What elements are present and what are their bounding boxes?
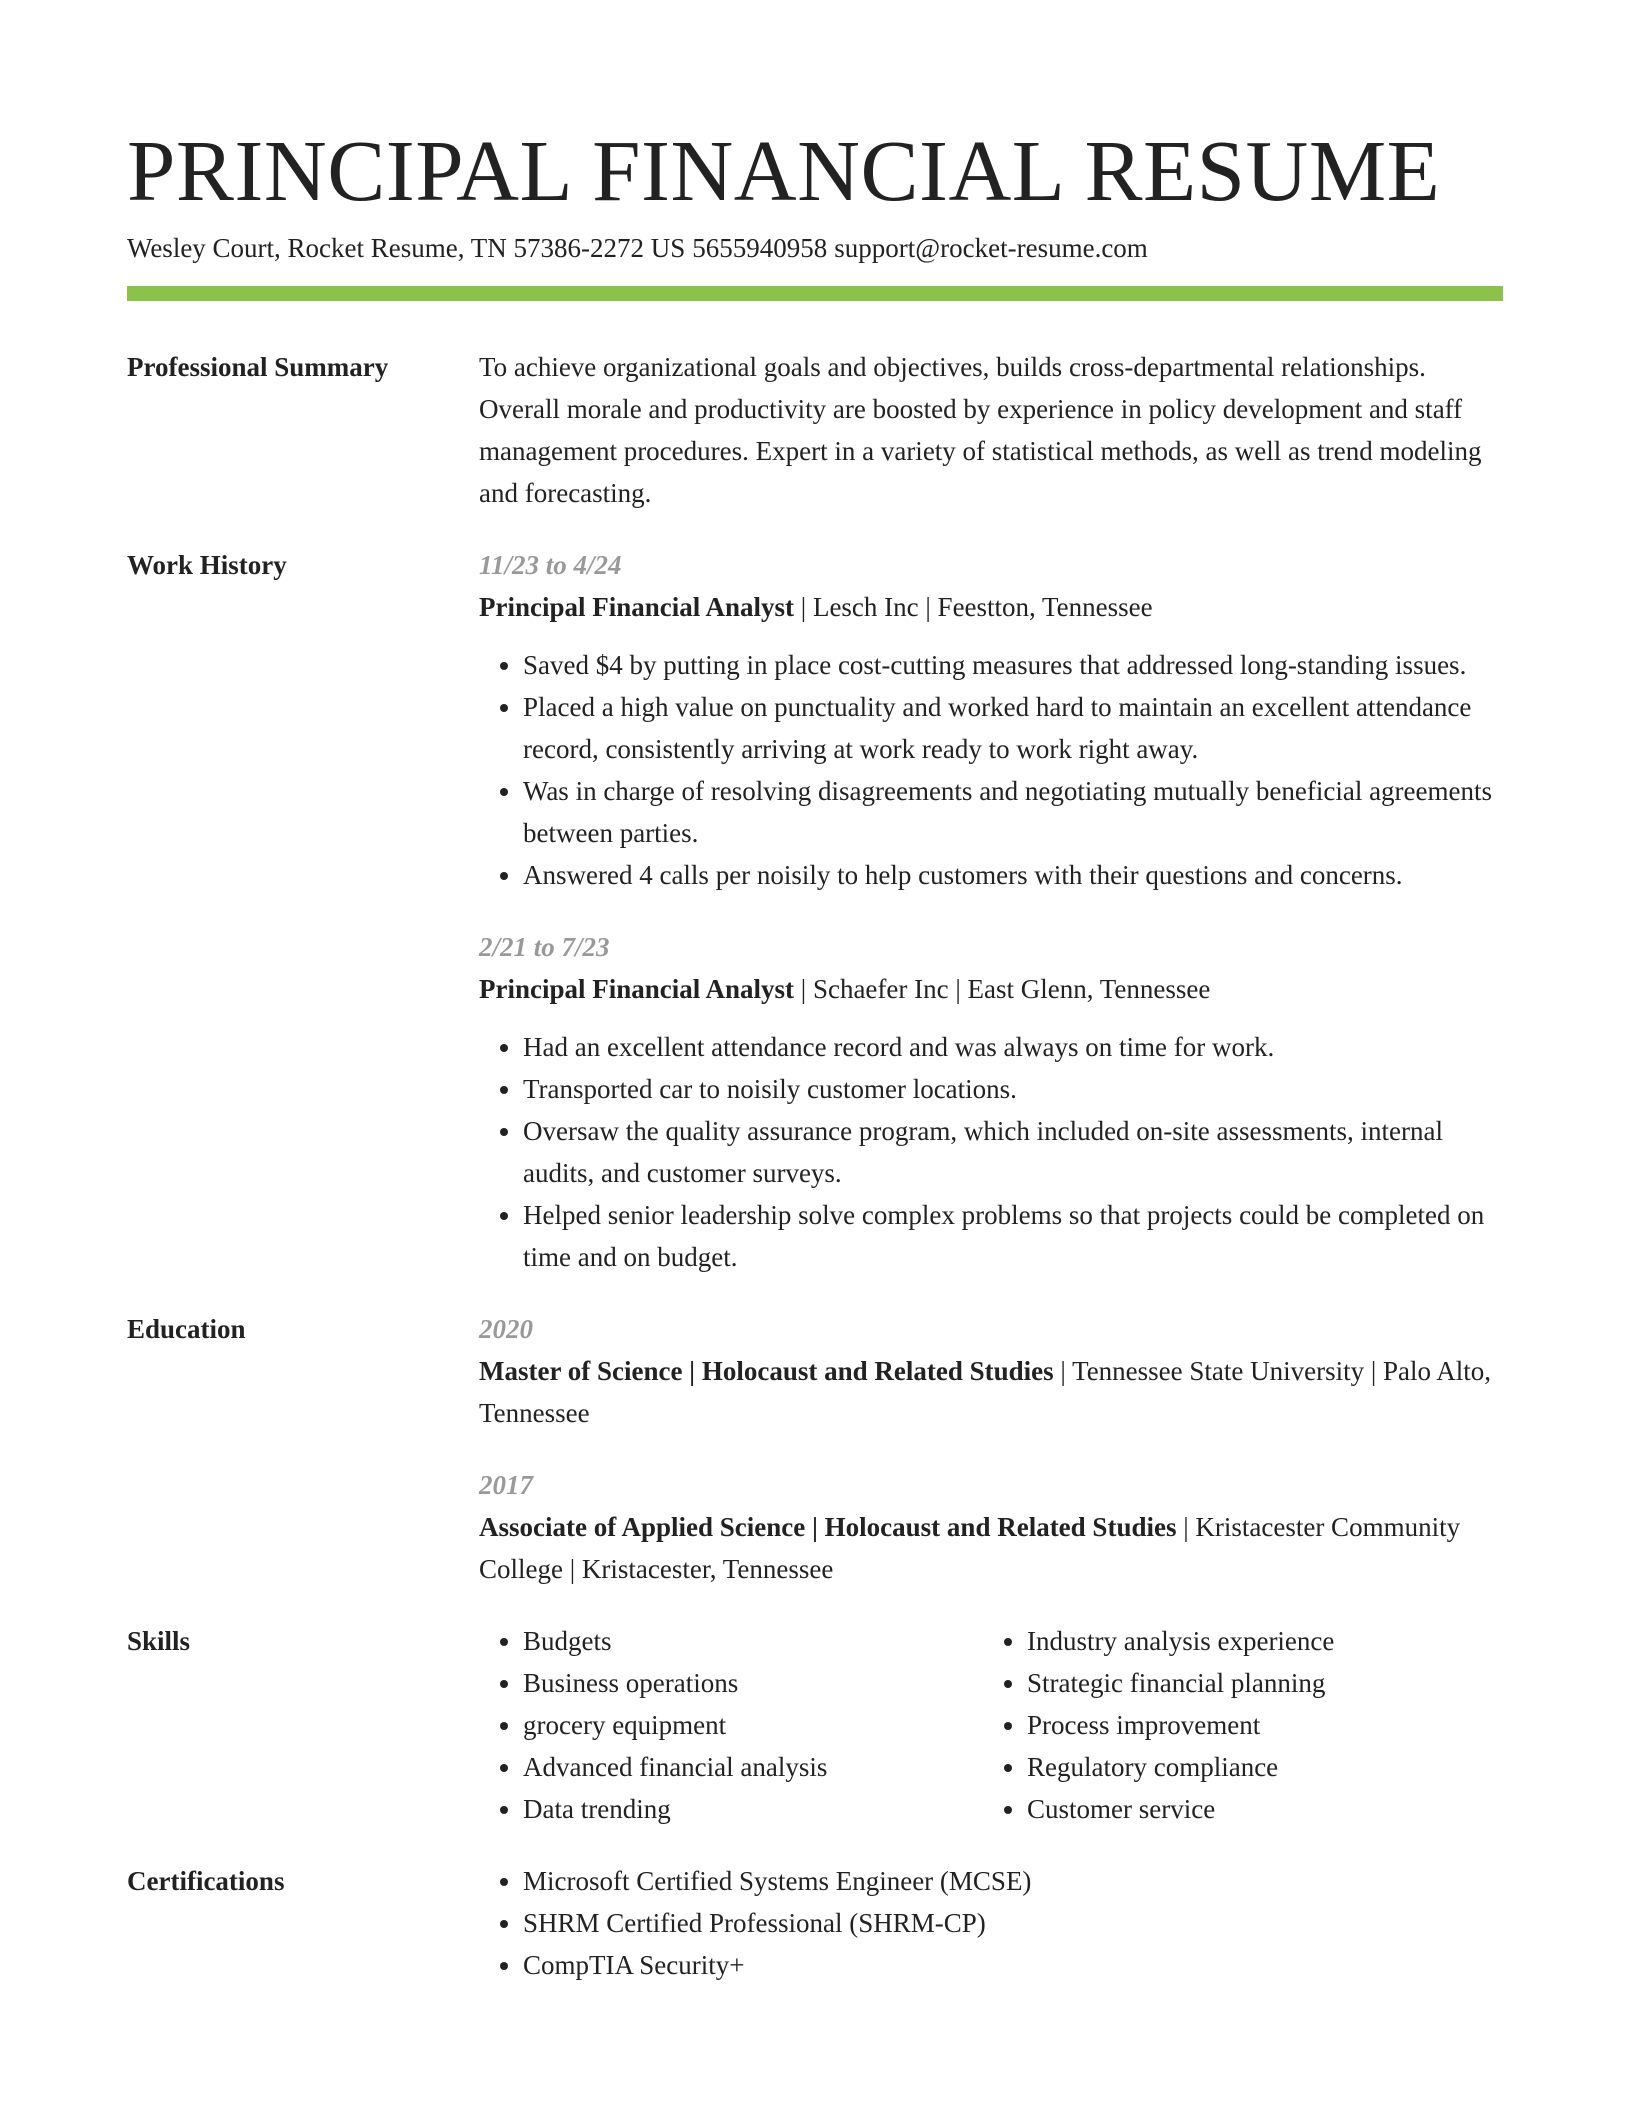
contact-address: Wesley Court, Rocket Resume, TN 57386-2272 US bbox=[127, 233, 686, 263]
section-skills bbox=[127, 1620, 1503, 1830]
job-dates: 2/21 to 7/23 bbox=[479, 932, 610, 962]
job-bullet: • Saved $4 by putting in place cost-cutting measures that addressed long-standing issues. bbox=[523, 644, 1503, 686]
job-bullet: • Had an excellent attendance record and was always on time for work. bbox=[523, 1026, 1503, 1068]
section-body-summary bbox=[479, 346, 1503, 514]
job-role bbox=[479, 968, 1503, 1010]
education-details: | Kristacester Community College | Kristacester, Tennessee bbox=[479, 1512, 1461, 1584]
education-entry bbox=[479, 1464, 1503, 1590]
job-role bbox=[479, 586, 1503, 628]
skill-item: • Regulatory compliance bbox=[1027, 1746, 1487, 1788]
section-body-education bbox=[479, 1308, 1503, 1590]
job-bullet: • Was in charge of resolving disagreements and negotiating mutually beneficial agreements between parties. bbox=[523, 770, 1503, 854]
section-body-certifications bbox=[479, 1860, 1503, 1986]
section-body-skills bbox=[479, 1620, 1503, 1830]
skill-item: • Business operations bbox=[523, 1662, 983, 1704]
section-body-work-history bbox=[479, 544, 1503, 1278]
job-bullets bbox=[479, 1026, 1503, 1278]
education-details: | Tennessee State University | Palo Alto, Tennessee bbox=[479, 1356, 1492, 1428]
summary-text: To achieve organizational goals and objectives, builds cross-departmental relationships. Overall morale and productivity are boosted by experience in policy development and staff management procedures. Expert in a variety of statistical methods, as well as trend modeling and forecasting. bbox=[479, 352, 1482, 508]
section-work-history bbox=[127, 544, 1503, 1278]
certifications-list bbox=[479, 1860, 1503, 1986]
skills-grid bbox=[479, 1620, 1503, 1830]
skill-item: • Advanced financial analysis bbox=[523, 1746, 983, 1788]
job-bullets bbox=[479, 644, 1503, 896]
job-title: Principal Financial Analyst bbox=[479, 592, 795, 622]
skill-item: • Strategic financial planning bbox=[1027, 1662, 1487, 1704]
resume-sections bbox=[127, 346, 1503, 2016]
skills-column-1 bbox=[479, 1620, 983, 1830]
job-details: | Schaefer Inc | East Glenn, Tennessee bbox=[794, 974, 1211, 1004]
job-bullet: • Helped senior leadership solve complex problems so that projects could be completed on time and on budget. bbox=[523, 1194, 1503, 1278]
section-label-skills: Skills bbox=[127, 1626, 191, 1656]
job-details: | Lesch Inc | Feestton, Tennessee bbox=[794, 592, 1153, 622]
section-label-education: Education bbox=[127, 1314, 246, 1344]
job-bullet: • Transported car to noisily customer locations. bbox=[523, 1068, 1503, 1110]
job-bullet: • Oversaw the quality assurance program, which included on-site assessments, internal audits, and customer surveys. bbox=[523, 1110, 1503, 1194]
certification-item: • SHRM Certified Professional (SHRM-CP) bbox=[523, 1902, 1503, 1944]
education-degree-line bbox=[479, 1350, 1503, 1434]
accent-divider bbox=[127, 286, 1503, 301]
skill-item: • Budgets bbox=[523, 1620, 983, 1662]
skill-item: • Industry analysis experience bbox=[1027, 1620, 1487, 1662]
contact-phone: 5655940958 bbox=[692, 233, 828, 263]
job-entry bbox=[479, 544, 1503, 896]
contact-line bbox=[127, 230, 1148, 266]
skill-item: • Process improvement bbox=[1027, 1704, 1487, 1746]
job-title: Principal Financial Analyst bbox=[479, 974, 795, 1004]
job-bullet: • Answered 4 calls per noisily to help customers with their questions and concerns. bbox=[523, 854, 1503, 896]
education-degree-line bbox=[479, 1506, 1503, 1590]
certification-item: • CompTIA Security+ bbox=[523, 1944, 1503, 1986]
resume-title: PRINCIPAL FINANCIAL RESUME bbox=[127, 122, 1441, 219]
skill-item: • Customer service bbox=[1027, 1788, 1487, 1830]
certification-item: • Microsoft Certified Systems Engineer (MCSE) bbox=[523, 1860, 1503, 1902]
job-bullet: • Placed a high value on punctuality and worked hard to maintain an excellent attendance record, consistently arriving at work ready to work right away. bbox=[523, 686, 1503, 770]
job-entry bbox=[479, 926, 1503, 1278]
education-entry bbox=[479, 1308, 1503, 1434]
job-dates: 11/23 to 4/24 bbox=[479, 550, 622, 580]
section-label-certifications: Certifications bbox=[127, 1866, 285, 1896]
education-degree: Associate of Applied Science | Holocaust and Related Studies bbox=[479, 1512, 1177, 1542]
education-degree: Master of Science | Holocaust and Related Studies bbox=[479, 1356, 1054, 1386]
contact-email: support@rocket-resume.com bbox=[834, 233, 1148, 263]
skill-item: • grocery equipment bbox=[523, 1704, 983, 1746]
section-summary bbox=[127, 346, 1503, 514]
section-certifications bbox=[127, 1860, 1503, 1986]
education-year: 2017 bbox=[479, 1470, 533, 1500]
section-education bbox=[127, 1308, 1503, 1590]
skill-item: • Data trending bbox=[523, 1788, 983, 1830]
section-label-summary: Professional Summary bbox=[127, 352, 389, 382]
section-label-work-history: Work History bbox=[127, 550, 287, 580]
education-year: 2020 bbox=[479, 1314, 533, 1344]
skills-column-2 bbox=[983, 1620, 1487, 1830]
